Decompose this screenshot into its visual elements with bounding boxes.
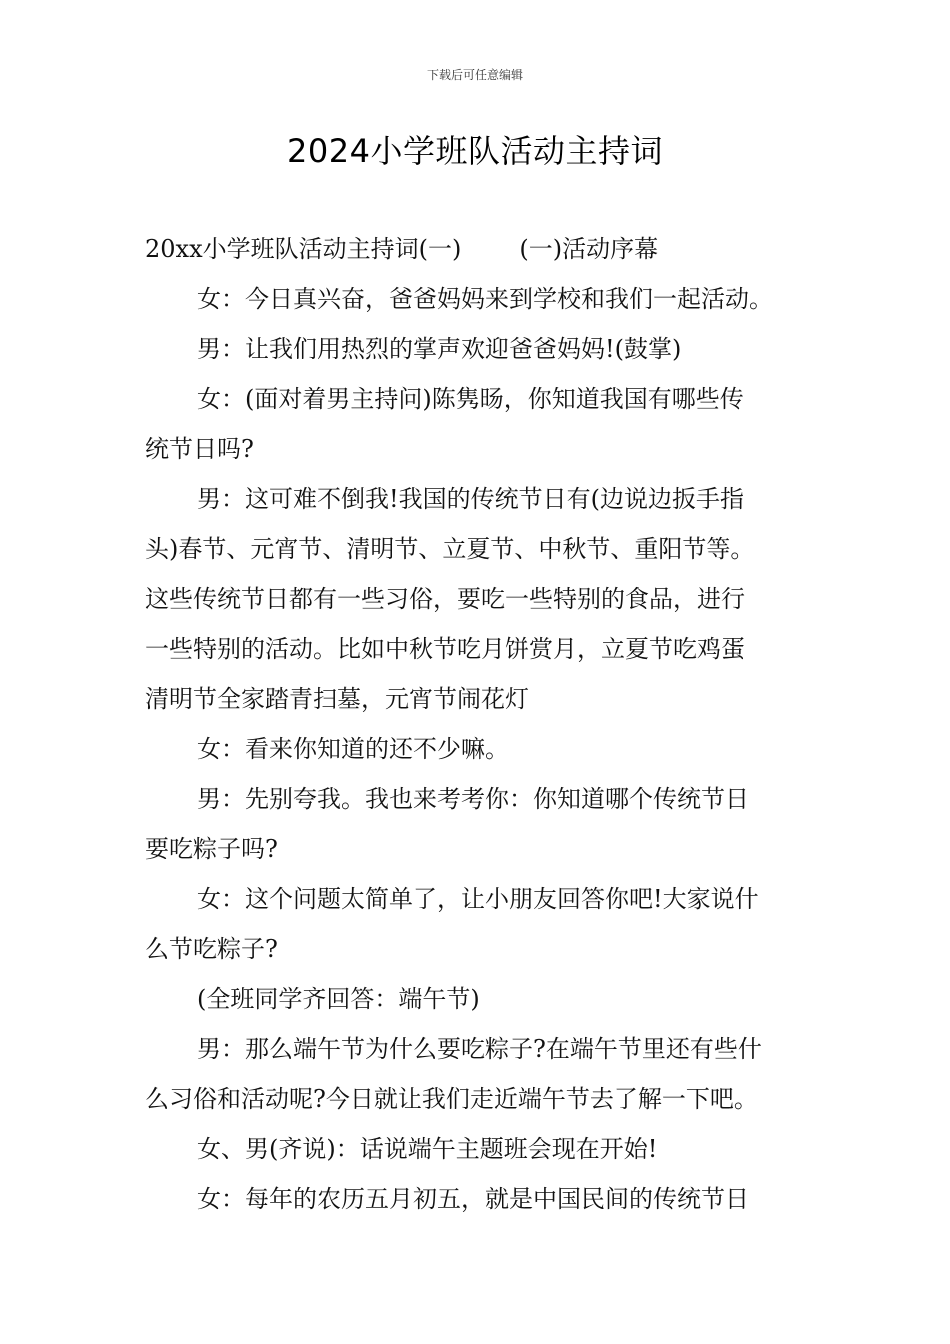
document-title: 2024小学班队活动主持词: [287, 132, 663, 170]
paragraph-line: 要吃粽子吗?: [145, 835, 278, 863]
paragraph-line: 头)春节、元宵节、清明节、立夏节、中秋节、重阳节等。: [145, 535, 755, 563]
section-heading: 20xx小学班队活动主持词(一): [145, 235, 462, 263]
paragraph-line: 统节日吗?: [145, 435, 254, 463]
paragraph-line: 女：(面对着男主持问)陈隽旸，你知道我国有哪些传: [197, 385, 744, 413]
paragraph-line: 男：这可难不倒我!我国的传统节日有(边说边扳手指: [197, 485, 745, 513]
paragraph-line: 男：那么端午节为什么要吃粽子?在端午节里还有些什: [197, 1035, 762, 1063]
paragraph-line: 女：今日真兴奋，爸爸妈妈来到学校和我们一起活动。: [197, 285, 773, 313]
paragraph-line: 这些传统节日都有一些习俗，要吃一些特别的食品，进行: [145, 585, 745, 613]
paragraph-line: 一些特别的活动。比如中秋节吃月饼赏月，立夏节吃鸡蛋: [145, 635, 745, 663]
paragraph-line: 女：这个问题太简单了，让小朋友回答你吧!大家说什: [197, 885, 759, 913]
paragraph-line: 么习俗和活动呢?今日就让我们走近端午节去了解一下吧。: [145, 1085, 758, 1113]
paragraph-line: 女：看来你知道的还不少嘛。: [197, 735, 509, 763]
paragraph-line: 清明节全家踏青扫墓，元宵节闹花灯: [145, 685, 529, 713]
header-note: 下载后可任意编辑: [426, 68, 523, 82]
paragraph-line: 女、男(齐说)：话说端午主题班会现在开始!: [197, 1135, 658, 1163]
paragraph-line: 么节吃粽子?: [145, 935, 278, 963]
section-subheading: (一)活动序幕: [519, 235, 659, 263]
document-body: [145, 224, 810, 1224]
paragraph-line: 男：让我们用热烈的掌声欢迎爸爸妈妈!(鼓掌): [197, 335, 682, 363]
section-heading-line: [145, 224, 810, 274]
paragraph-line: 女：每年的农历五月初五，就是中国民间的传统节日: [197, 1185, 749, 1213]
paragraph-line: (全班同学齐回答：端午节): [197, 985, 480, 1013]
paragraph-line: 男：先别夸我。我也来考考你：你知道哪个传统节日: [197, 785, 749, 813]
